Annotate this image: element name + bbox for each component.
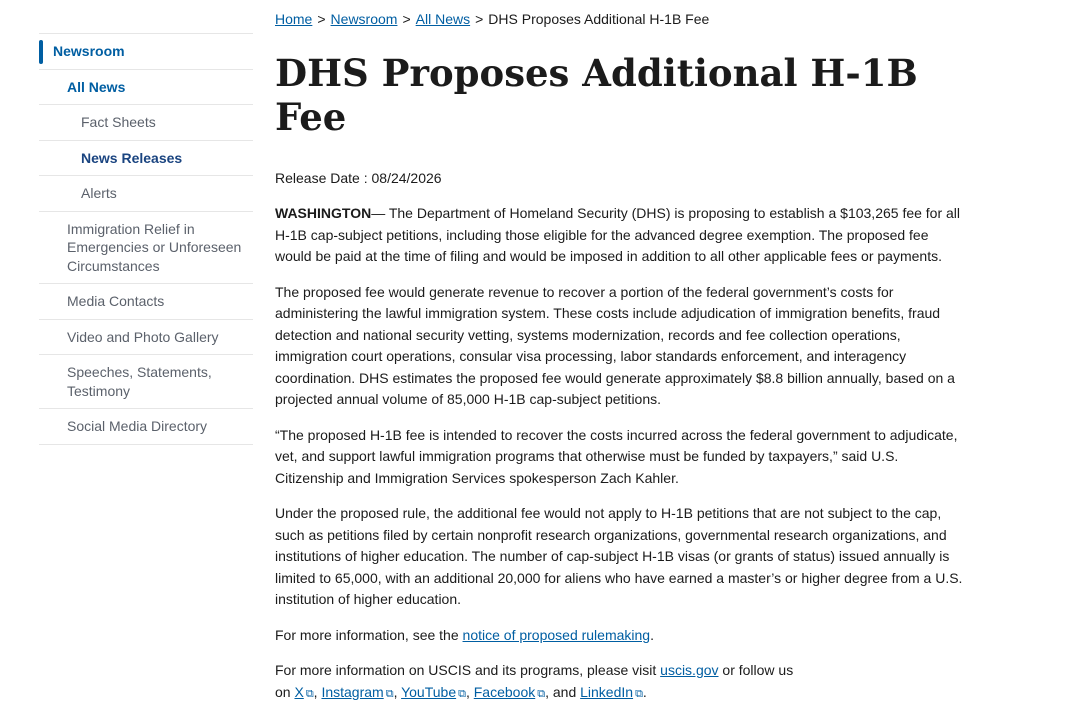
external-link-icon: ⧉	[458, 687, 466, 700]
main-content	[275, 0, 965, 719]
article-paragraph: The proposed fee would generate revenue to recover a portion of the federal government’s costs for administering the lawful immigration system. These costs include adjudication of immigration benefits, fraud detection and national security vetting, systems modernization, records and fee collection operations, immigration court operations, consular visa processing, labor standards enforcement, and interagency coordination. DHS estimates the proposed fee would generate approximately $8.8 billion annually, based on a projected annual volume of 85,000 H-1B cap-subject petitions.	[275, 283, 955, 407]
external-link-icon: ⧉	[635, 687, 643, 700]
uscis-gov-link[interactable]: uscis.gov	[660, 662, 719, 678]
separator-text: ,	[465, 683, 470, 700]
article-paragraph	[275, 203, 965, 268]
paragraph-text: .	[650, 626, 654, 643]
facebook-link[interactable]: Facebook	[473, 683, 536, 700]
breadcrumb-separator: >	[475, 11, 484, 27]
separator-text: .	[642, 683, 647, 700]
breadcrumb-home-link[interactable]: Home	[275, 11, 313, 27]
sidebar-item-immigration-relief[interactable]: Immigration Relief in Emergencies or Unforeseen Circumstances	[39, 211, 253, 284]
paragraph-text: For more information, see the	[275, 626, 463, 643]
youtube-link[interactable]: YouTube	[401, 683, 457, 700]
article-paragraph	[275, 625, 965, 647]
breadcrumb-newsroom-link[interactable]: Newsroom	[330, 11, 398, 27]
sidebar-item-newsroom[interactable]: Newsroom	[39, 33, 253, 69]
breadcrumb-separator: >	[402, 11, 411, 27]
article-paragraph	[275, 660, 965, 705]
article-paragraph: “The proposed H-1B fee is intended to recover the costs incurred across the federal government to adjudicate, vet, and support lawful immigration programs that otherwise must be funded by taxpayers,” said U.S. Citizenship and Immigration Services spokesperson Zach Kahler.	[275, 426, 958, 486]
release-date-label: Release Date :	[275, 170, 368, 186]
paragraph-text: on	[275, 683, 295, 700]
sidebar-item-news-releases[interactable]: News Releases	[39, 140, 253, 176]
breadcrumb-separator: >	[317, 11, 326, 27]
nprm-link[interactable]: notice of proposed rulemaking	[462, 626, 651, 643]
article-paragraph: Under the proposed rule, the additional fee would not apply to H-1B petitions that are not subject to the cap, such as petitions filed by certain nonprofit research organizations, governmental research organizations, and institutions of higher education. The number of cap-subject H-1B visas (or grants of status) issued annually is limited to 65,000, with an additional 20,000 for aliens who have earned a master’s or higher degree from a U.S. institution of higher education.	[275, 505, 963, 607]
external-link-icon: ⧉	[537, 687, 546, 700]
sidebar-item-speeches[interactable]: Speeches, Statements, Testimony	[39, 354, 253, 408]
sidebar-item-social-directory[interactable]: Social Media Directory	[39, 408, 253, 445]
separator-text: , and	[545, 683, 581, 700]
release-date-value: 08/24/2026	[371, 170, 442, 186]
sidebar-item-media-contacts[interactable]: Media Contacts	[39, 283, 253, 319]
breadcrumb-current: DHS Proposes Additional H-1B Fee	[488, 11, 710, 27]
breadcrumb-all-news-link[interactable]: All News	[415, 11, 471, 27]
sidebar-item-alerts[interactable]: Alerts	[39, 175, 253, 211]
sidebar-item-fact-sheets[interactable]: Fact Sheets	[39, 104, 253, 140]
sidebar-item-video-gallery[interactable]: Video and Photo Gallery	[39, 319, 253, 355]
page-title: DHS Proposes Additional H-1B Fee	[275, 51, 918, 139]
external-link-icon: ⧉	[305, 687, 314, 700]
external-link-icon: ⧉	[385, 687, 394, 700]
sidebar-nav	[39, 33, 253, 445]
paragraph-text: or follow us	[718, 662, 794, 678]
release-date	[275, 169, 965, 187]
article-body	[275, 203, 965, 705]
separator-text: ,	[313, 683, 318, 700]
paragraph-text: For more information on USCIS and its programs, please visit	[275, 662, 661, 678]
breadcrumb	[275, 10, 965, 28]
separator-text: ,	[393, 683, 398, 700]
sidebar-item-all-news[interactable]: All News	[39, 69, 253, 105]
paragraph-text: — The Department of Homeland Security (DHS) is proposing to establish a $103,265 fee for all H-1B cap-subject petitions, including those eligible for the advanced degree exemption. The proposed fee would be paid at the time of filing and would be imposed in addition to all other applicable fees or payments.	[275, 205, 961, 264]
linkedin-link[interactable]: LinkedIn	[580, 683, 634, 700]
x-link[interactable]: X	[294, 683, 304, 700]
dateline: WASHINGTON	[275, 205, 372, 221]
instagram-link[interactable]: Instagram	[321, 683, 384, 700]
